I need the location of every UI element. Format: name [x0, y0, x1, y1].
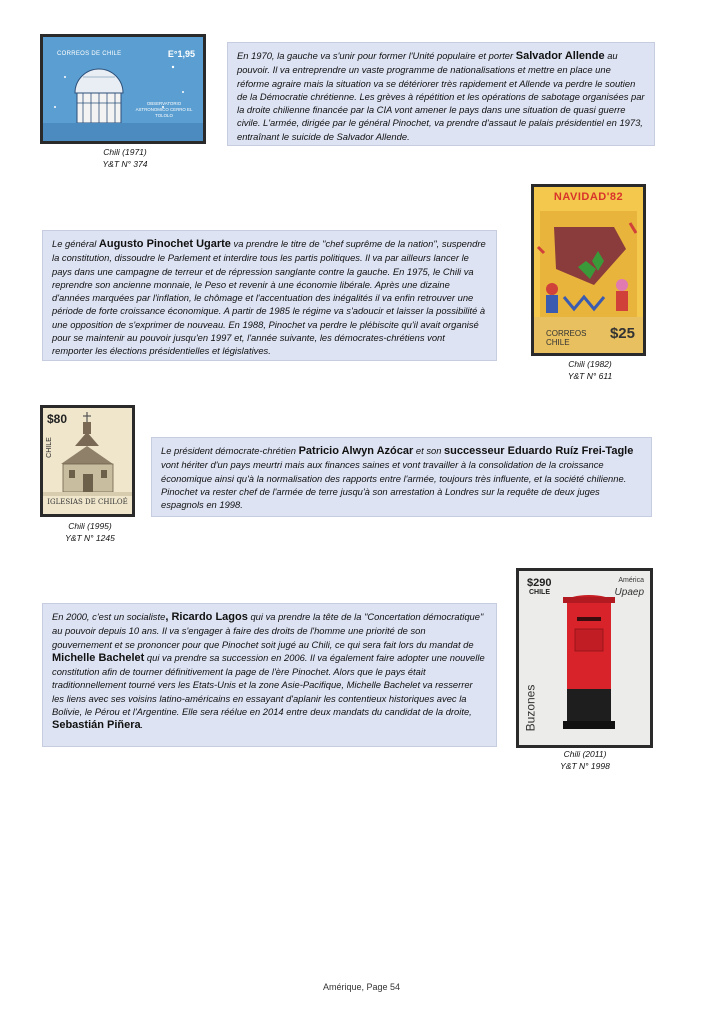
stamp-1982-value: $25: [609, 325, 635, 342]
paragraph-text: Le président démocrate-chrétien: [161, 445, 299, 456]
paragraph-text: et son: [413, 445, 445, 456]
stamp-2011-caption-country: Chili (2011): [563, 749, 607, 759]
stamp-2011-country-label: CHILE: [529, 589, 550, 596]
highlighted-name: Michelle Bachelet: [52, 651, 145, 664]
stamp-2011-upaep-logo: Upaep: [614, 587, 644, 598]
stamp-2011-buzones: [516, 568, 653, 748]
text-block-aylwin-frei-body: [161, 445, 633, 510]
stamp-1995-caption: [35, 520, 145, 544]
page-footer: Amérique, Page 54: [322, 982, 401, 992]
stamp-2011-caption: [530, 748, 640, 772]
stamp-1971-country-label: CORREOS DE CHILE: [57, 51, 122, 57]
stamp-1971-caption: [70, 146, 180, 170]
paragraph-text: En 1970, la gauche va s'unir pour former l'Unité populaire et porter: [237, 50, 516, 61]
highlighted-name: successeur Eduardo Ruíz Frei-Tagle: [444, 445, 634, 457]
paragraph-text: vont hériter d'un pays meurtri mais aux finances saines et vont travailler à la consolidation de la croissance économique ainsi qu'à la normalisation des rapports entre l'armée, toujours très influente, et la société chilienne. Pinochet va rester chef de l'armée de terre jusqu'à son arrestation à Londres sur la requête de deux juges espagnols en 1998.: [161, 459, 627, 511]
highlighted-name: Patricio Alwyn Azócar: [298, 445, 414, 457]
paragraph-text: au pouvoir. Il va entreprendre un vaste programme de nationalisations et mettre en place une réforme agraire mais la situation va se détériorer très rapidement et Allende va perdre le soutien de la Démocratie chrétienne. Les grèves à répétition et les opérations de sabotage organisées par la droite chilienne financée par la CIA vont amener le pays dans une situation de quasi guerre civile. L'armée, dirigée par le général Pinochet, va prendre d'assaut le palais présidentiel en 1973, entraînant le suicide de Salvador Allende.: [237, 50, 645, 142]
paragraph-text: .: [140, 719, 144, 731]
text-block-aylwin-frei: [151, 437, 652, 517]
stamp-1971-subject: OBSERVATORIO ASTRONOMICO CERRO EL TOLOLO: [135, 101, 193, 118]
stamp-1971-value: E°1,95: [167, 49, 195, 59]
stamp-1971-observatory: [40, 34, 206, 144]
stamp-1995-caption-country: Chili (1995): [68, 521, 112, 531]
paragraph-text: En 2000, c'est un socialiste: [52, 611, 166, 622]
stamp-1995-caption-ref: Y&T N° 1245: [65, 533, 115, 543]
highlighted-name: Augusto Pinochet Ugarte: [98, 238, 231, 250]
stamp-1995-subject: IGLESIAS DE CHILOÉ: [47, 498, 128, 506]
stamp-1982-navidad: [531, 184, 646, 356]
text-block-lagos-bachelet-body: [52, 611, 485, 730]
stamp-2011-caption-ref: Y&T N° 1998: [560, 761, 610, 771]
stamp-1995-iglesia: [40, 405, 135, 517]
paragraph-text: Le général: [52, 238, 99, 249]
stamp-2011-value: $290: [527, 577, 552, 589]
stamp-1982-caption-ref: Y&T N° 611: [567, 371, 613, 381]
paragraph-text: va prendre le titre de "chef suprême de la nation", suspendre la constitution, dissoudre le Parlement et interdire tous les partis politiques. Il va par ailleurs lancer le pays dans une campagne de terreur et de répression sanglante contre la gauche. En 1975, le Chili va reprendre son ancienne monnaie, le Peso et revenir à une économie libérale. Après une dizaine d'années marquées par l'inflation, le chômage et l'accentuation des inégalités il va enfin retrouver une période de forte croissance économique. A partir de 1985 le régime va s'adoucir et laisser la possibilité à une opposition de s'exprimer de nouveau. En 1988, Pinochet va perdre le plébiscite qu'il avait organisé pour se maintenir au pouvoir jusqu'en 1997 et, l'année suivante, les démocrates-chrétiens vont remporter les élections présidentielles et législatives.: [52, 238, 486, 357]
text-block-allende: [227, 42, 655, 146]
highlighted-name: Sebastián Piñera: [52, 719, 141, 732]
text-block-lagos-bachelet: [42, 603, 497, 747]
paragraph-text: qui va prendre sa succession en 2006. Il va également faire adopter une nouvelle constitution afin de tourner définitivement la page de l'ère Pinochet. Alors que le pays était traditionnellement tourné vers les Etats-Unis et la zone Asie-Pacifique, Michelle Bachelet va resserrer les liens avec ses voisins latino-américains en essayant d'aplanir les contentieux historiques avec la Bolivie, le Pérou et l'Argentine. Elle sera réélue en 2014 entre deux mandats du candidat de la droite,: [52, 651, 485, 718]
highlighted-name: Salvador Allende: [515, 50, 605, 62]
stamp-1982-caption: [535, 358, 645, 382]
text-block-pinochet: [42, 230, 497, 361]
stamp-2011-america-label: América: [618, 577, 644, 584]
stamp-1995-country-label: CHILE: [45, 437, 53, 458]
stamp-1971-caption-country: Chili (1971): [103, 147, 147, 157]
stamp-1995-value: $80: [47, 412, 68, 426]
paragraph-text: qui va prendre la tête de la "Concertation démocratique" au pouvoir depuis 10 ans. Il va s'engager à faire des droits de l'homme une priorité de son gouvernement et se prononcer pour que Pinochet soit jugé au Chili, ce qui sera fait lors du mandat de: [52, 611, 484, 650]
stamp-1982-title: NAVIDAD'82: [553, 191, 624, 203]
stamp-1971-caption-ref: Y&T N° 374: [102, 159, 148, 169]
stamp-1982-country-label: CORREOS CHILE: [546, 329, 587, 347]
stamp-1982-caption-country: Chili (1982): [568, 359, 612, 369]
text-block-pinochet-body: [52, 238, 486, 356]
text-block-allende-body: [237, 50, 645, 142]
highlighted-name: , Ricardo Lagos: [165, 611, 248, 623]
stamp-2011-subject: Buzones: [523, 684, 538, 732]
